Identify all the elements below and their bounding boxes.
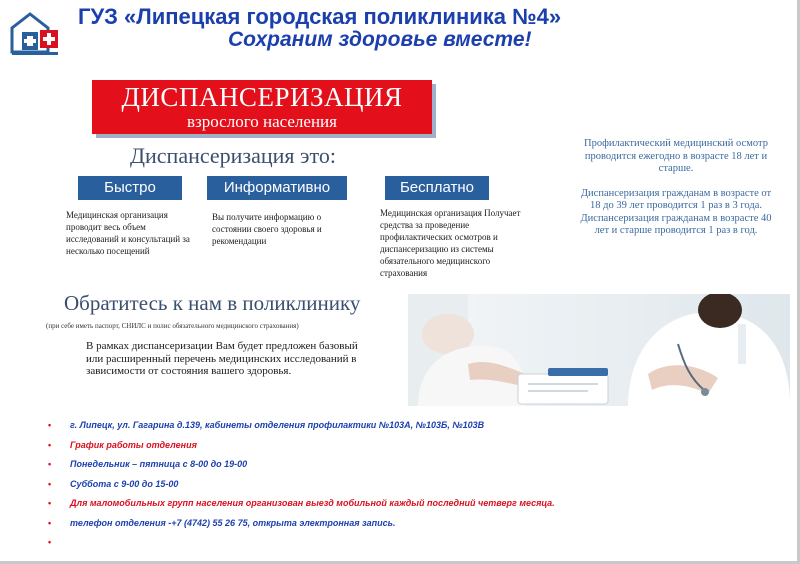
doctor-patient-photo [408, 294, 790, 406]
schedule-title: График работы отделения [70, 439, 197, 450]
cta-offer-text: В рамках диспансеризации Вам будет предложен базовый или расширенный перечень медицинских исследований в зависимости от состояния вашего здоровья. [86, 340, 358, 377]
list-item [48, 494, 768, 514]
list-item [48, 514, 768, 534]
feature-informative-label: Информативно [207, 176, 347, 200]
banner-title: ДИСПАНСЕРИЗАЦИЯ [121, 82, 403, 112]
cta-documents-note: (при себе иметь паспорт, СНИЛС и полис обязательного медицинского страхования) [46, 322, 299, 330]
bullet-icon: • [48, 420, 52, 430]
bullet-icon: • [48, 459, 52, 469]
list-item [48, 475, 768, 495]
contact-info-list [48, 416, 768, 553]
list-item [48, 533, 768, 553]
checkup-info-para-2: Диспансеризация гражданам в возрасте от 18 до 39 лет проводится 1 раз в 3 года. Диспансеризация гражданам в возрасте 40 лет и старше проводится 1 раз в год. [580, 187, 772, 236]
list-item [48, 416, 768, 436]
clinic-title: ГУЗ «Липецкая городская поликлиника №4» [78, 4, 562, 29]
dispensary-heading: Диспансеризация это: [130, 143, 336, 168]
mobile-service-text: Для маломобильных групп населения организован выезд мобильной каждый последний четверг месяца. [70, 498, 555, 508]
checkup-info-panel [578, 138, 774, 238]
address-text: г. Липецк, ул. Гагарина д.139, кабинеты отделения профилактики №103А, №103Б, №103В [70, 420, 485, 430]
weekday-hours: Понедельник – пятница с 8-00 до 19-00 [70, 459, 248, 469]
slogan: Сохраним здоровье вместе! [228, 28, 532, 51]
bullet-icon: • [48, 498, 52, 508]
list-item [48, 455, 768, 475]
saturday-hours: Суббота с 9-00 до 15-00 [70, 478, 179, 489]
bullet-icon: • [48, 517, 52, 528]
checkup-info-para-1: Профилактический медицинский осмотр проводится ежегодно в возрасте 18 лет и старше. [584, 138, 768, 174]
feature-free-text: Медицинская организация Получает средства за проведение профилактических осмотров и диспансеризацию из системы обязательного медицинского страхования [380, 208, 521, 278]
dispensary-banner [92, 80, 432, 134]
clinic-logo-icon [8, 8, 60, 56]
banner-subtitle: взрослого населения [187, 112, 337, 131]
feature-informative-text: Вы получите информацию о состоянии своего здоровья и рекомендации [212, 212, 322, 246]
feature-fast-label: Быстро [78, 176, 182, 200]
list-item [48, 436, 768, 456]
cta-heading: Обратитесь к нам в поликлинику [64, 291, 361, 315]
bullet-icon: • [48, 537, 52, 547]
bullet-icon: • [48, 439, 52, 450]
phone-text: телефон отделения -+7 (4742) 55 26 75, открыта электронная запись. [70, 517, 396, 528]
feature-fast-text: Медицинская организация проводит весь объем исследований и консультаций за несколько посещений [66, 210, 190, 256]
feature-free-label: Бесплатно [385, 176, 489, 200]
bullet-icon: • [48, 478, 52, 489]
